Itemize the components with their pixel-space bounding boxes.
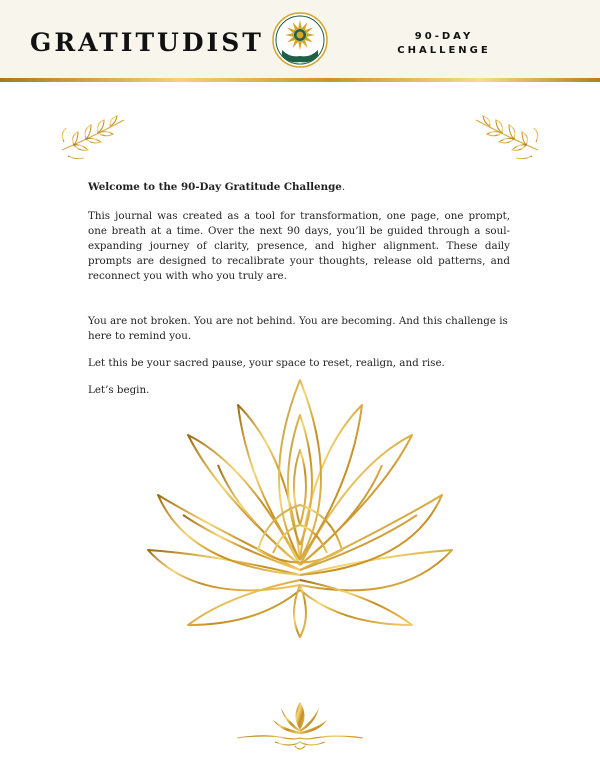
affirmation-paragraph: You are not broken. You are not behind. You are becoming. And this challenge is here to remind you. xyxy=(88,315,508,342)
challenge-line-2: CHALLENGE xyxy=(397,45,491,56)
gold-leaf-sprig-icon xyxy=(58,112,128,162)
gold-leaf-sprig-icon xyxy=(472,112,542,162)
small-lotus-ornament-icon xyxy=(235,698,365,754)
brand-title: GRATITUDIST xyxy=(30,28,264,57)
page-header xyxy=(0,0,600,80)
lets-begin-paragraph: Let’s begin. xyxy=(88,384,150,396)
challenge-line-1: 90-DAY xyxy=(414,31,474,42)
welcome-title-suffix: . xyxy=(341,181,346,193)
intro-paragraph: This journal was created as a tool for transformation, one page, one prompt, one breath at a time. Over the next 90 days, you’ll be guided through a soul-expanding journey of clarity, presence, and higher alignment. These daily prompts are designed to recalibrate your thoughts, release old patterns, and reconnect you with who you truly are. xyxy=(88,210,510,282)
sacred-pause-paragraph: Let this be your sacred pause, your space to reset, realign, and rise. xyxy=(88,357,445,369)
header-gold-divider xyxy=(0,78,600,82)
challenge-label xyxy=(388,30,500,58)
welcome-title-text: Welcome to the 90-Day Gratitude Challenge xyxy=(88,181,342,193)
welcome-title xyxy=(88,180,510,195)
sun-hands-logo-icon xyxy=(272,12,328,68)
gold-lotus-icon xyxy=(138,375,462,645)
